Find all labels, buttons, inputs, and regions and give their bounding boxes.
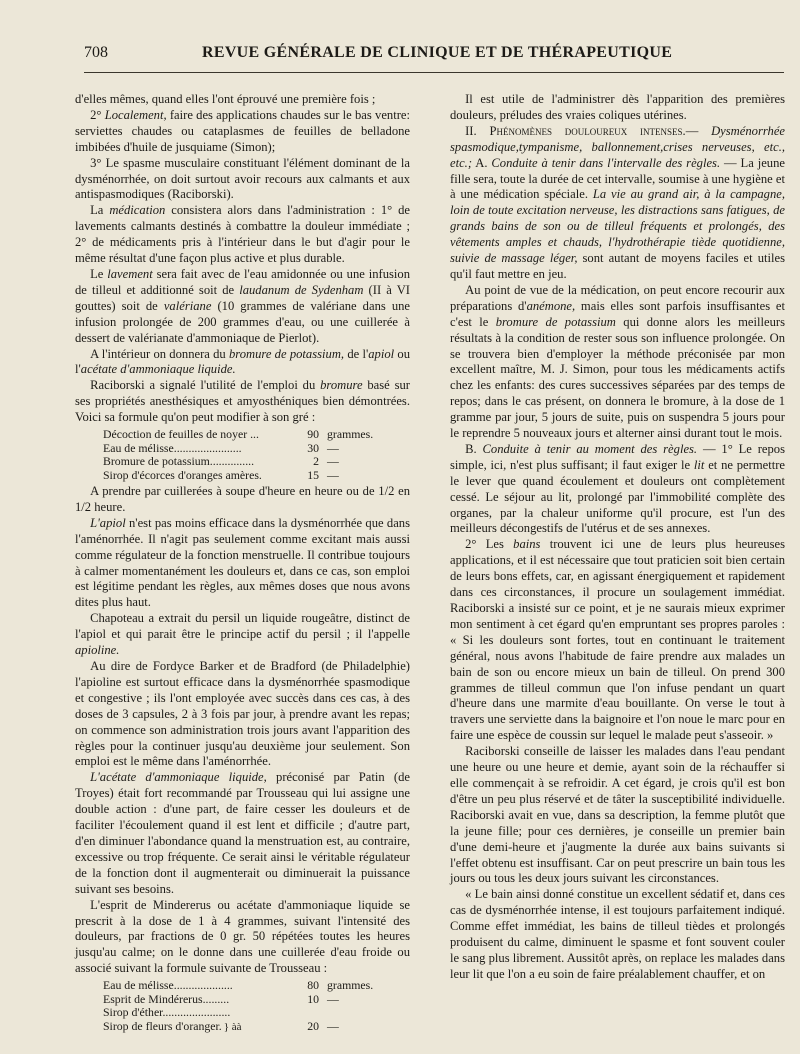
paragraph: « Le bain ainsi donné constitue un excellent sédatif et, dans ces cas de dysménorrhée intense, il est toujours parfaitement indiqué. Comme effet immédiat, les bains de tilleul tièdes et prolongés produisent du calme, diminuent le spasme et font souvent couler le sang plus librement. Aussitôt après, on replace les malades dans leur lit que l'on a eu soin de faire préalablement chauffer, et on [450,887,785,981]
paragraph: Le lavement sera fait avec de l'eau amidonnée ou une infusion de tilleul et additionné soit de laudanum de Sydenham (II à VI gouttes) soit de valériane (10 grammes de valériane dans une infusion prolongée de 200 grammes d'eau, ou une cuillerée à dessert de valérianate d'ammoniaque de Pierlot). [75,266,411,345]
paragraph: d'elles mêmes, quand elles l'ont éprouvé une première fois ; [75,92,376,106]
recipe-row: Eau de mélisse....................... 30 — [103,440,339,455]
paragraph: 2° Les bains trouvent ici une de leurs plus heureuses applications, et il est nécessaire que tout praticien soit bien certain de leurs bons effets, car, en agissant énergiquement et rapidement dans ces circonstances, il procure un soulagement immédiat. Raciborski a insisté sur ce point, et je ne saurais mieux exprimer mon sentiment à cet égard qu'en empruntant ses propres paroles : « Si les douleurs sont fortes, tout en continuant le traitement général, nous avons l'habitude de faire prendre aux malades un bain de son ou encore mieux un bain de tilleul. On prend 300 grammes de tilleul commun que l'on infuse pendant un quart d'heure dans une marmite d'eau bouillante. On verse le tout à travers une serviette dans la baignoire et l'on noue le marc pour en faire une espèce de coussin sur lequel le malade peut s'asseoir. » [450,537,785,743]
paragraph: II. Phénomènes douloureux intenses.— Dysménorrhée spasmodique,tympanisme, ballonnement,crises nerveuses, etc., etc.; A. Conduite à tenir dans l'intervalle des règles. — La jeune fille sera, toute la durée de cet intervalle, soumise à une hygiène et à une médication spéciale. La vie au grand air, à la campagne, loin de toute excitation nerveuse, les distractions sans fatigues, de grands bains de son ou de tilleul fréquents et prolongés, des vêtements amples et chauds, l'hydrothérapie tiède quotidienne, suivie de massage léger, sont autant de moyens faciles et utiles qu'il faut mettre en jeu. [450,123,785,281]
recipe-row: Bromure de potassium............... 2 — [103,454,339,469]
paragraph: L'apiol n'est pas moins efficace dans la dysménorrhée que dans l'aménorrhée. Il n'agit pas seulement comme excitant mais aussi comme régulateur de la fonction menstruelle. Il contribue toujours à calmer momentanément les douleurs et, dans ce cas, son emploi est légitime pendant les règles, aux mêmes doses que nous avons dites plus haut. [75,515,410,610]
running-title: REVUE GÉNÉRALE DE CLINIQUE ET DE THÉRAPEUTIQUE [202,44,673,61]
left-column [75,92,410,1036]
paragraph: B. Conduite à tenir au moment des règles. — 1° Le repos simple, ici, n'est plus suffisant; il faut exiger le lit et ne permettre le lever que quand écoulement et douleurs ont complètement cessé. Le séjour au lit, prolongé par l'immobilité complète des organes, par la chaleur uniforme qu'il procure, est l'un des meilleurs décongestifs de l'utérus et de ses annexes. [450,441,785,536]
right-column [450,92,785,983]
recipe-row: Eau de mélisse.................... 80 grammes. [103,978,374,993]
recipe-row: Sirop d'écorces d'oranges amères. 15 — [103,467,339,482]
paragraph: Au point de vue de la médication, on peut encore recourir aux préparations d'anémone, mais elles sont parfois insuffisantes et c'est le bromure de potassium qui donne alors les meilleurs résultats à la condition de rester sous son influence prolongée. On se trouvera bien d'employer la méthode préconisée par mon excellent maître, M. J. Simon, pour tous les médicaments actifs chez les enfants: des cures successives séparées par des temps de repos; dans le cas présent, on donnera le bromure, à la dose de 1 gramme par jour, 5 jours de suite, puis on suspendra 5 jours pour le reprendre 5 nouveaux jours et alterner ainsi durant tout le mois. [450,282,785,441]
paragraph: La médication consistera alors dans l'administration : 1° de lavements calmants destinés à combattre la douleur immédiate ; 2° de médicaments pris à l'intérieur dans le but d'agir pour le même résultat d'une façon plus active et plus durable. [75,203,410,266]
recipe-table-2 [103,979,373,1034]
paragraph: 2° Localement, faire des applications chaudes sur le bas ventre: serviettes chaudes ou cataplasmes de feuilles de belladone imbibées d'huile de jusquiame (Simon); [75,107,410,154]
paragraph: Chapoteau a extrait du persil un liquide rougeâtre, distinct de l'apiol et qui parait être le principe actif du persil ; il l'appelle apioline. [75,611,410,658]
paragraph: L'esprit de Mindererus ou acétate d'ammoniaque liquide se prescrit à la dose de 1 à 4 grammes, suivant l'intensité des douleurs, par fractions de 0 gr. 50 répétées toutes les heures jusqu'au calme; on le donne dans une cuillerée d'eau froide ou associé suivant la formule suivante de Trousseau : [75,897,410,976]
paragraph: L'acétate d'ammoniaque liquide, préconisé par Patin (de Troyes) était fort recommandé par Trousseau qui lui assigne une double action : d'une part, de faire cesser les douleurs et de faciliter l'écoulement quand il est lent et difficile ; d'autre part, d'en diminuer l'abondance quand la menstruation est, au contraire, excessive ou trop fréquente. Ce serait ainsi le véritable régulateur de la fonction dont il augmenterait ou diminuerait la puissance suivant ses besoins. [75,770,410,896]
paragraph: A prendre par cuillerées à soupe d'heure en heure ou de 1/2 en 1/2 heure. [75,484,410,514]
recipe-row: Décoction de feuilles de noyer ... 90 grammes. [103,427,374,442]
paragraph: Il est utile de l'administrer dès l'apparition des premières douleurs, préludes des vraies coliques utérines. [450,92,785,122]
paragraph: Au dire de Fordyce Barker et de Bradford (de Philadelphie) l'apioline est surtout efficace dans la dysménorrhée spasmodique et congestive ; ils l'ont employée avec succès dans ces cas, à des doses de 3 capsules, 2 à 3 fois par jour, à prendre avant les repas; on commence son administration trois jours avant l'apparition des règles pour la continuer jusqu'au deuxième jour seulement. Son emploi est le même dans l'aménorrhée. [75,659,410,769]
paragraph: 3° Le spasme musculaire constituant l'élément dominant de la dysménorrhée, on doit surtout avoir recours aux calmants et aux antispasmodiques (Raciborski). [75,155,410,202]
recipe-row: Esprit de Mindérerus......... 10 — [103,991,339,1006]
page-header [84,44,784,68]
header-rule [84,72,784,73]
paragraph: Raciborski conseille de laisser les malades dans l'eau pendant une heure ou une heure et demie, ayant soin de la réchauffer si elle commençait à se refroidir. A cet égard, je crois qu'il est bon d'être un peu plus réservé et de tâter la susceptibilité individuelle. Raciborski avait en vue, dans sa description, la femme plutôt que la jeune fille; pour ces dernières, je conseille un premier bain d'une demi-heure et j'augmente la durée aux bains suivants si l'effet obtenu est insuffisant. Car on peut prescrire un bain tous les jours ou tous les deux jours suivant les circonstances. [450,744,785,886]
paragraph: Raciborski a signalé l'utilité de l'emploi du bromure basé sur ses propriétés anesthésiques et amyosthéniques bien démontrées. Voici sa formule qu'on peut modifier à son gré : [75,378,410,425]
recipe-table-1 [103,428,373,482]
paragraph: A l'intérieur on donnera du bromure de potassium, de l'apiol ou l'acétate d'ammoniaque liquide. [75,346,410,377]
recipe-brace: } àà [223,1020,242,1033]
recipe-row: Sirop d'éther....................... [103,1005,231,1020]
recipe-row: Sirop de fleurs d'oranger. } àà 20 — [103,1018,339,1033]
page-number: 708 [84,44,108,61]
